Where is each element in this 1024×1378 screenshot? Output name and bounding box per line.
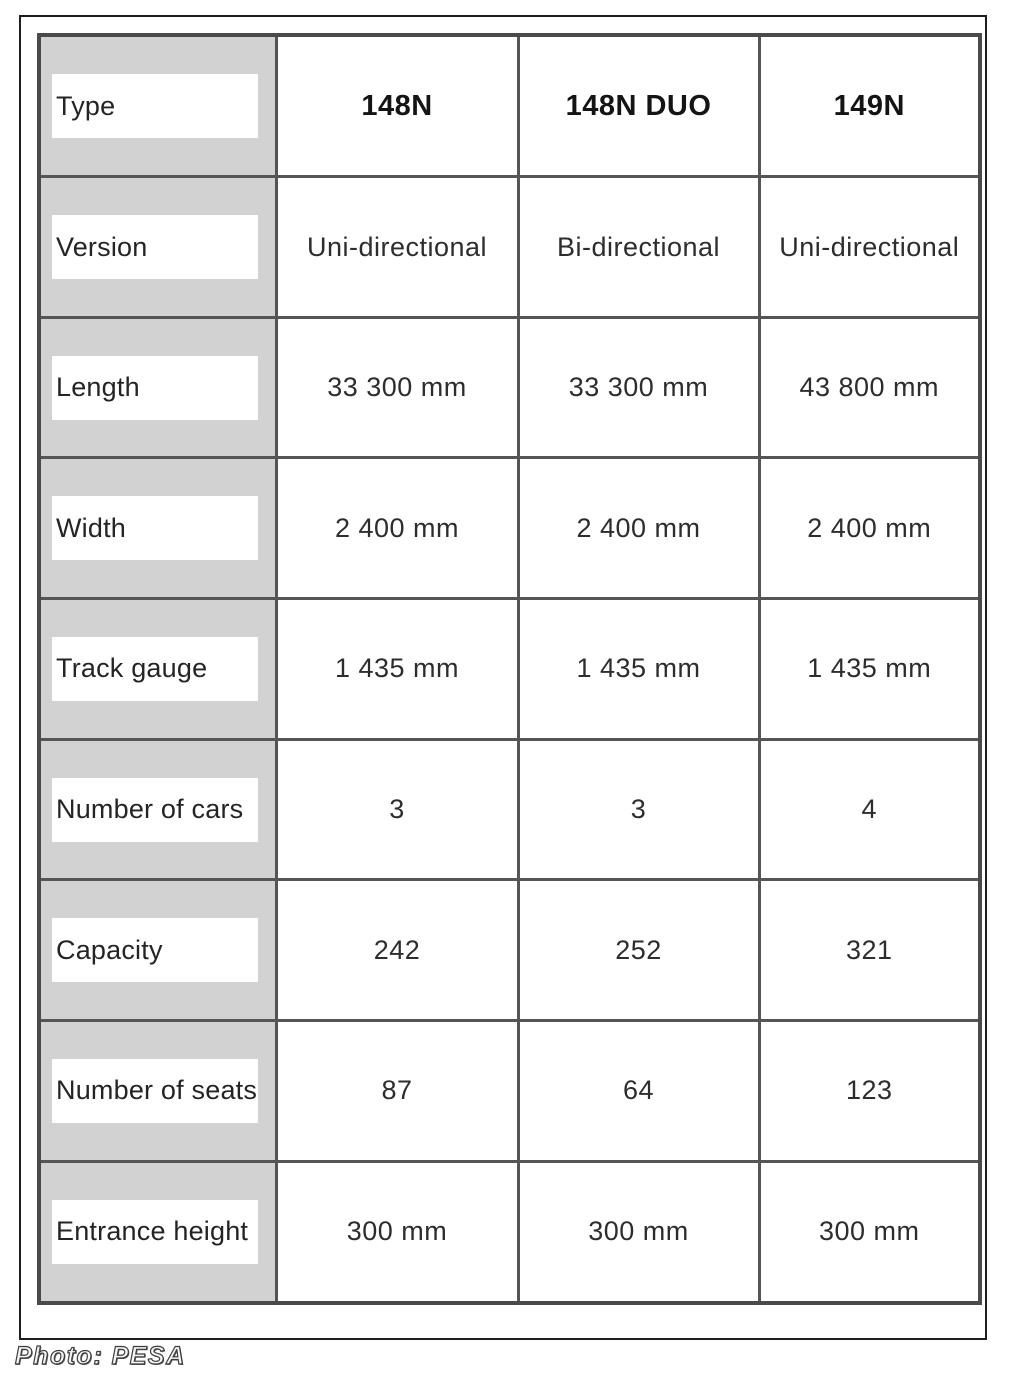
row-label-box — [52, 1200, 258, 1264]
row-label-type: Type — [56, 90, 116, 121]
value-cell: 2 400 mm — [518, 458, 759, 599]
value-cell: 242 — [276, 880, 518, 1021]
value-cell: 4 — [759, 739, 980, 880]
row-label: Entrance height — [56, 1216, 249, 1247]
value-cell: 1 435 mm — [518, 599, 759, 740]
row-label-cell — [39, 1021, 276, 1162]
value-cell: 43 800 mm — [759, 317, 980, 458]
row-label-cell — [39, 317, 276, 458]
value-cell: 2 400 mm — [759, 458, 980, 599]
row-label: Number of seats — [56, 1075, 258, 1106]
value-cell: 87 — [276, 1021, 518, 1162]
value-cell: 321 — [759, 880, 980, 1021]
value-cell: 64 — [518, 1021, 759, 1162]
table-row-entrance-height — [39, 1161, 980, 1303]
row-label-cell — [39, 35, 276, 177]
row-label-box — [52, 778, 258, 842]
row-label-cell — [39, 177, 276, 318]
row-label-box — [52, 637, 258, 701]
spec-table — [37, 33, 982, 1305]
table-row-number-of-seats — [39, 1021, 980, 1162]
table-row-capacity — [39, 880, 980, 1021]
value-cell: 123 — [759, 1021, 980, 1162]
table-row-track-gauge — [39, 599, 980, 740]
row-label-box — [52, 496, 258, 560]
value-cell: 300 mm — [276, 1161, 518, 1303]
row-label-cell — [39, 880, 276, 1021]
row-label-box — [52, 918, 258, 982]
row-label-cell — [39, 458, 276, 599]
value-cell: 33 300 mm — [276, 317, 518, 458]
table-row-length — [39, 317, 980, 458]
column-header-148n: 148N — [276, 35, 518, 177]
value-cell: 33 300 mm — [518, 317, 759, 458]
row-label: Track gauge — [56, 653, 208, 684]
value-cell: 300 mm — [759, 1161, 980, 1303]
row-label-cell — [39, 1161, 276, 1303]
value-cell: 3 — [276, 739, 518, 880]
column-header-149n: 149N — [759, 35, 980, 177]
row-label-box — [52, 1059, 258, 1123]
table-row-number-of-cars — [39, 739, 980, 880]
value-cell: 252 — [518, 880, 759, 1021]
row-label: Version — [56, 231, 148, 262]
value-cell: Uni-directional — [759, 177, 980, 318]
row-label: Length — [56, 372, 140, 403]
column-header-148n-duo: 148N DUO — [518, 35, 759, 177]
row-label-box — [52, 356, 258, 420]
table-header-row — [39, 35, 980, 177]
value-cell: 2 400 mm — [276, 458, 518, 599]
row-label: Width — [56, 512, 127, 543]
row-label-box — [52, 74, 258, 138]
value-cell: 1 435 mm — [276, 599, 518, 740]
row-label-box — [52, 215, 258, 279]
table-row-width — [39, 458, 980, 599]
value-cell: Bi-directional — [518, 177, 759, 318]
value-cell: 300 mm — [518, 1161, 759, 1303]
photo-credit: Photo: PESA — [15, 1342, 186, 1370]
row-label-cell — [39, 599, 276, 740]
value-cell: 3 — [518, 739, 759, 880]
row-label: Capacity — [56, 934, 163, 965]
row-label: Number of cars — [56, 794, 244, 825]
value-cell: Uni-directional — [276, 177, 518, 318]
row-label-cell — [39, 739, 276, 880]
value-cell: 1 435 mm — [759, 599, 980, 740]
table-row-version — [39, 177, 980, 318]
